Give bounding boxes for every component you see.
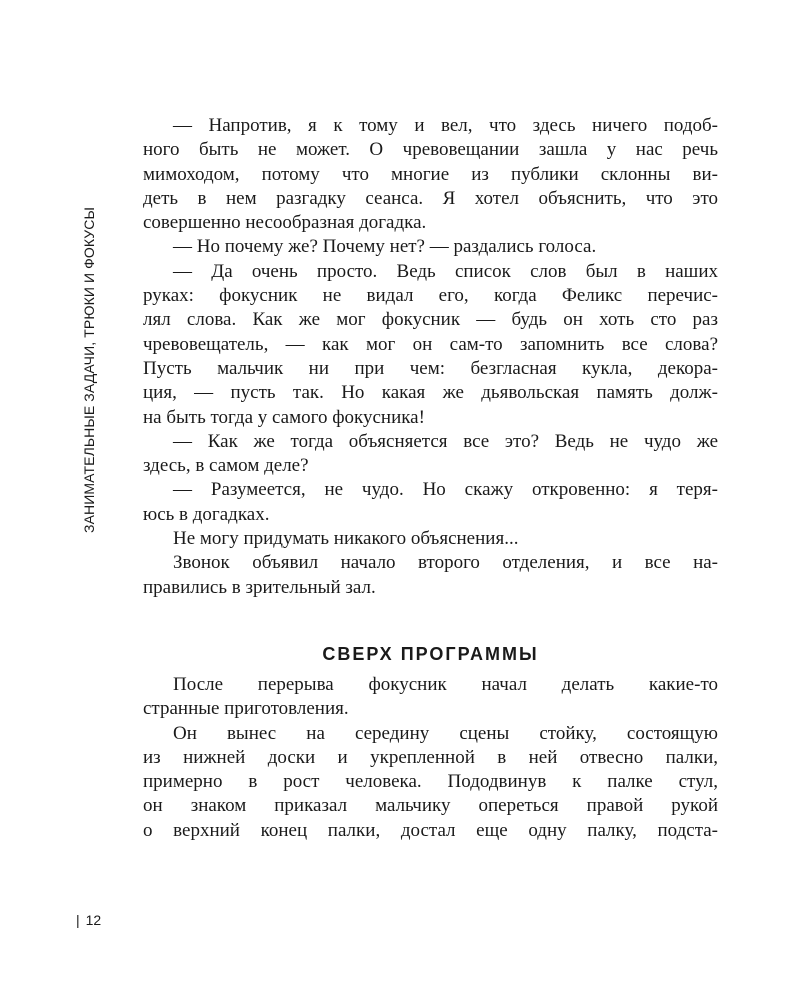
text-line: лял слова. Как же мог фокусник — будь он хоть сто раз [143, 309, 718, 331]
section-heading: СВЕРХ ПРОГРАММЫ [322, 644, 539, 664]
text-line: Не могу придумать никакого объяснения... [173, 528, 519, 550]
text-line: правились в зрительный зал. [143, 576, 376, 598]
body-text-bottom [143, 673, 718, 843]
text-line: — Напротив, я к тому и вел, что здесь ничего подоб- [173, 115, 718, 136]
text-line: Он вынес на середину сцены стойку, состоящую [173, 722, 718, 744]
text-line: он знаком приказал мальчику опереться правой рукой [143, 795, 718, 817]
text-line: После перерыва фокусник начал делать какие-то [173, 674, 718, 695]
text-line: — Но почему же? Почему нет? — раздались голоса. [173, 236, 597, 258]
text-line: совершенно несообразная догадка. [143, 212, 427, 234]
text-line: Звонок объявил начало второго отделения, и все на- [173, 552, 718, 574]
text-line: мимоходом, потому что многие из публики склонны ви- [143, 163, 718, 185]
text-line: из нижней доски и укрепленной в ней отвесно палки, [143, 746, 718, 768]
page-number: 12 [85, 912, 102, 928]
text-line: Пусть мальчик ни при чем: безгласная кукла, декора- [143, 357, 718, 379]
running-header: ЗАНИМАТЕЛЬНЫЕ ЗАДАЧИ, ТРЮКИ И ФОКУСЫ [81, 207, 97, 533]
page-footer [76, 912, 101, 928]
text-line: деть в нем разгадку сеанса. Я хотел объяснить, что это [143, 187, 718, 209]
text-line: ция, — пусть так. Но какая же дьявольская память долж- [143, 382, 718, 404]
text-line: руках: фокусник не видал его, когда Феликс перечис- [143, 285, 718, 307]
text-line: странные приготовления. [143, 698, 349, 720]
text-line: на быть тогда у самого фокусника! [143, 406, 425, 428]
text-line: юсь в догадках. [143, 503, 270, 525]
footer-divider: | [76, 912, 80, 928]
body-text-top [143, 114, 718, 600]
text-line: примерно в рост человека. Пододвинув к палке стул, [143, 771, 718, 793]
text-line: — Как же тогда объясняется все это? Ведь не чудо же [173, 430, 718, 452]
text-line: — Да очень просто. Ведь список слов был в наших [173, 260, 718, 282]
text-line: чревовещатель, — как мог он сам-то запомнить все слова? [143, 333, 718, 355]
text-line: здесь, в самом деле? [143, 455, 309, 477]
text-line: ного быть не может. О чревовещании зашла у нас речь [143, 139, 718, 161]
text-line: о верхний конец палки, достал еще одну палку, подста- [143, 819, 718, 841]
text-line: — Разумеется, не чудо. Но скажу откровенно: я теря- [173, 479, 718, 501]
